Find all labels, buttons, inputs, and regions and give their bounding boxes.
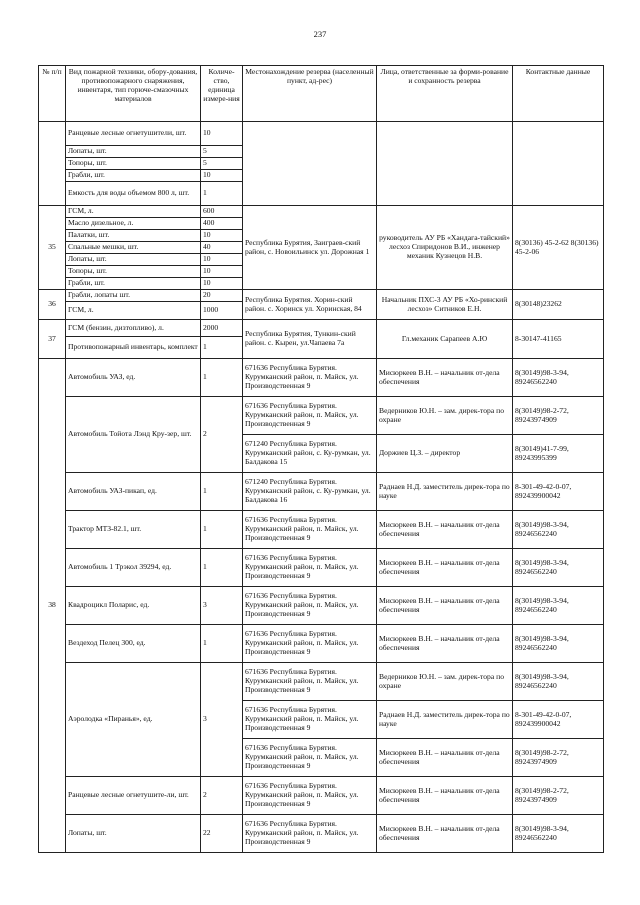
table-row xyxy=(39,397,604,435)
item-name: Ранцевые лесные огнетушите-ли, шт. xyxy=(66,777,201,815)
table-row xyxy=(39,473,604,511)
item-name: Трактор МТЗ-82.1, шт. xyxy=(66,511,201,549)
header-qty: Количе-ство, единица измере-ния xyxy=(201,66,243,122)
contact-cell: 8(30149)98-2-72, 89243974909 xyxy=(513,397,604,435)
table-row xyxy=(39,663,604,701)
location-cell: Республика Бурятия. Хорин-ский район. с. Хоринск ул. Хоринская, 84 xyxy=(243,290,377,320)
person-cell: Мисюркеев В.Н. – начальник от-дела обеспечения xyxy=(377,587,513,625)
table-row xyxy=(39,815,604,853)
table-row xyxy=(39,290,604,302)
contact-cell: 8(30149)98-3-94, 89246562240 xyxy=(513,815,604,853)
table-row xyxy=(39,511,604,549)
contact-cell: 8-301-49-42-0-07, 892439900042 xyxy=(513,473,604,511)
location-cell: 671636 Республика Бурятия. Курумканский район, п. Майск, ул. Производственная 9 xyxy=(243,587,377,625)
contact-cell: 8(30149)98-2-72, 89243974909 xyxy=(513,777,604,815)
item-qty: 1 xyxy=(201,473,243,511)
location-cell: Республика Бурятия, Заиграев-ский район, с. Новоильинск ул. Дорожная 1 xyxy=(243,206,377,290)
person-cell: Мисюркеев В.Н. – начальник от-дела обеспечения xyxy=(377,739,513,777)
header-row xyxy=(39,66,604,122)
table-row xyxy=(39,777,604,815)
table-row xyxy=(39,206,604,218)
item-name: Ранцевые лесные огнетушители, шт. xyxy=(66,122,201,146)
table-row xyxy=(39,549,604,587)
table-row xyxy=(39,625,604,663)
item-qty: 40 xyxy=(201,242,243,254)
location-cell: Республика Бурятия, Тункин-ский район. с. Кырен, ул.Чапаева 7а xyxy=(243,320,377,359)
header-type: Вид пожарной техники, обору-дования, противопожарного снаряжения, инвентаря, тип горюче-смазочных материалов xyxy=(66,66,201,122)
contact-cell: 8(30148)23262 xyxy=(513,290,604,320)
person-cell: Мисюркеев В.Н. – начальник от-дела обеспечения xyxy=(377,815,513,853)
header-num: № п/п xyxy=(39,66,66,122)
item-name: Лопаты, шт. xyxy=(66,815,201,853)
location-cell xyxy=(243,122,377,206)
location-cell: 671636 Республика Бурятия. Курумканский район, п. Майск, ул. Производственная 9 xyxy=(243,359,377,397)
item-qty: 5 xyxy=(201,158,243,170)
item-name: Автомобиль 1 Трэкол 39294, ед. xyxy=(66,549,201,587)
item-name: Грабли, шт. xyxy=(66,278,201,290)
item-qty: 20 xyxy=(201,290,243,302)
item-qty: 1 xyxy=(201,549,243,587)
item-qty: 2 xyxy=(201,397,243,473)
contact-cell: 8-30147-41165 xyxy=(513,320,604,359)
item-qty: 10 xyxy=(201,230,243,242)
item-name: Автомобиль УАЗ-пикап, ед. xyxy=(66,473,201,511)
person-cell: Мисюркеев В.Н. – начальник от-дела обеспечения xyxy=(377,625,513,663)
table-row xyxy=(39,122,604,146)
item-name: Автомобиль Тойота Лэнд Кру-зер, шт. xyxy=(66,397,201,473)
header-location: Местонахождение резерва (населенный пункт, ад-рес) xyxy=(243,66,377,122)
contact-cell: 8(30149)41-7-99, 89243995399 xyxy=(513,435,604,473)
location-cell: 671636 Республика Бурятия. Курумканский район, п. Майск, ул. Производственная 9 xyxy=(243,739,377,777)
location-cell: 671636 Республика Бурятия. Курумканский район, п. Майск, ул. Производственная 9 xyxy=(243,777,377,815)
contact-cell xyxy=(513,122,604,206)
header-persons: Лица, ответственные за форми-рование и сохранность резерва xyxy=(377,66,513,122)
location-cell: 671240 Республика Бурятия. Курумканский район, с. Ку-румкан, ул. Балдакова 15 xyxy=(243,435,377,473)
contact-cell: 8(30149)98-3-94, 89246562240 xyxy=(513,359,604,397)
item-qty: 22 xyxy=(201,815,243,853)
person-cell: Ведерников Ю.Н. – зам. дирек-тора по охране xyxy=(377,397,513,435)
row-num: 35 xyxy=(39,206,66,290)
page-number: 237 xyxy=(313,29,327,39)
item-qty: 10 xyxy=(201,278,243,290)
contact-cell: 8-301-49-42-0-07, 892439900042 xyxy=(513,701,604,739)
item-name: Квадроцикл Поларис, ед. xyxy=(66,587,201,625)
item-qty: 10 xyxy=(201,122,243,146)
person-cell: Ведерников Ю.Н. – зам. дирек-тора по охране xyxy=(377,663,513,701)
item-qty: 10 xyxy=(201,254,243,266)
item-qty: 3 xyxy=(201,663,243,777)
item-qty: 3 xyxy=(201,587,243,625)
row-num-cell xyxy=(39,122,66,206)
item-name: Лопаты, шт. xyxy=(66,254,201,266)
item-qty: 600 xyxy=(201,206,243,218)
item-qty: 1 xyxy=(201,182,243,206)
item-name: Лопаты, шт. xyxy=(66,146,201,158)
item-qty: 1 xyxy=(201,359,243,397)
item-qty: 1 xyxy=(201,337,243,359)
row-num: 38 xyxy=(39,359,66,853)
item-name: Топоры, шт. xyxy=(66,266,201,278)
item-name: ГСМ, л. xyxy=(66,206,201,218)
contact-cell: 8(30149)98-3-94, 89246562240 xyxy=(513,663,604,701)
item-name: Грабли, лопаты шт. xyxy=(66,290,201,302)
item-name: ГСМ, л. xyxy=(66,302,201,320)
person-cell: Гл.механик Сарапеев А.Ю xyxy=(377,320,513,359)
item-qty: 2 xyxy=(201,777,243,815)
location-cell: 671636 Республика Бурятия. Курумканский район, п. Майск, ул. Производственная 9 xyxy=(243,625,377,663)
contact-cell: 8(30136) 45-2-62 8(30136) 45-2-06 xyxy=(513,206,604,290)
location-cell: 671636 Республика Бурятия. Курумканский район, п. Майск, ул. Производственная 9 xyxy=(243,663,377,701)
location-cell: 671636 Республика Бурятия. Курумканский район, п. Майск, ул. Производственная 9 xyxy=(243,549,377,587)
person-cell: Раднаев Н.Д. заместитель дирек-тора по науке xyxy=(377,701,513,739)
item-qty: 5 xyxy=(201,146,243,158)
item-qty: 10 xyxy=(201,170,243,182)
person-cell: Начальник ПХС-3 АУ РБ «Хо-ринский лесхоз» Ситников Е.Н. xyxy=(377,290,513,320)
table-row xyxy=(39,587,604,625)
contact-cell: 8(30149)98-3-94, 89246562240 xyxy=(513,625,604,663)
item-name: ГСМ (бензин, дизтопливо), л. xyxy=(66,320,201,337)
item-qty: 10 xyxy=(201,266,243,278)
item-name: Автомобиль УАЗ, ед. xyxy=(66,359,201,397)
item-qty: 1 xyxy=(201,625,243,663)
item-name: Вездеход Пелец 300, ед. xyxy=(66,625,201,663)
location-cell: 671636 Республика Бурятия. Курумканский район, п. Майск, ул. Производственная 9 xyxy=(243,511,377,549)
item-name: Масло дизельное, л. xyxy=(66,218,201,230)
person-cell: Мисюркеев В.Н. – начальник от-дела обеспечения xyxy=(377,549,513,587)
item-qty: 1 xyxy=(201,511,243,549)
row-num: 36 xyxy=(39,290,66,320)
row-num: 37 xyxy=(39,320,66,359)
table-row xyxy=(39,320,604,337)
person-cell: Мисюркеев В.Н. – начальник от-дела обеспечения xyxy=(377,777,513,815)
person-cell: Доржиев Ц.З. – директор xyxy=(377,435,513,473)
contact-cell: 8(30149)98-3-94, 89246562240 xyxy=(513,511,604,549)
item-name: Спальные мешки, шт. xyxy=(66,242,201,254)
item-qty: 400 xyxy=(201,218,243,230)
person-cell: руководитель АУ РБ «Хандага-тайский» лесхоз Спиридонов В.И., инженер механик Кузнецов Н.В. xyxy=(377,206,513,290)
person-cell: Мисюркеев В.Н. – начальник от-дела обеспечения xyxy=(377,359,513,397)
location-cell: 671636 Республика Бурятия. Курумканский район, п. Майск, ул. Производственная 9 xyxy=(243,701,377,739)
contact-cell: 8(30149)98-3-94, 89246562240 xyxy=(513,587,604,625)
contact-cell: 8(30149)98-3-94, 89246562240 xyxy=(513,549,604,587)
person-cell: Мисюркеев В.Н. – начальник от-дела обеспечения xyxy=(377,511,513,549)
table-row xyxy=(39,359,604,397)
location-cell: 671240 Республика Бурятия. Курумканский район, с. Ку-румкан, ул. Балдакова 16 xyxy=(243,473,377,511)
item-name: Палатки, шт. xyxy=(66,230,201,242)
item-name: Грабли, шт. xyxy=(66,170,201,182)
contact-cell: 8(30149)98-2-72, 89243974909 xyxy=(513,739,604,777)
item-name: Емкость для воды объемом 800 л, шт. xyxy=(66,182,201,206)
reserve-table xyxy=(38,65,604,853)
item-name: Аэролодка «Пиранья», ед. xyxy=(66,663,201,777)
location-cell: 671636 Республика Бурятия. Курумканский район, п. Майск, ул. Производственная 9 xyxy=(243,397,377,435)
location-cell: 671636 Республика Бурятия. Курумканский район, п. Майск, ул. Производственная 9 xyxy=(243,815,377,853)
item-qty: 1000 xyxy=(201,302,243,320)
item-name: Топоры, шт. xyxy=(66,158,201,170)
header-contacts: Контактные данные xyxy=(513,66,604,122)
person-cell xyxy=(377,122,513,206)
item-qty: 2000 xyxy=(201,320,243,337)
person-cell: Раднаев Н.Д. заместитель дирек-тора по науке xyxy=(377,473,513,511)
item-name: Противопожарный инвентарь, комплект xyxy=(66,337,201,359)
